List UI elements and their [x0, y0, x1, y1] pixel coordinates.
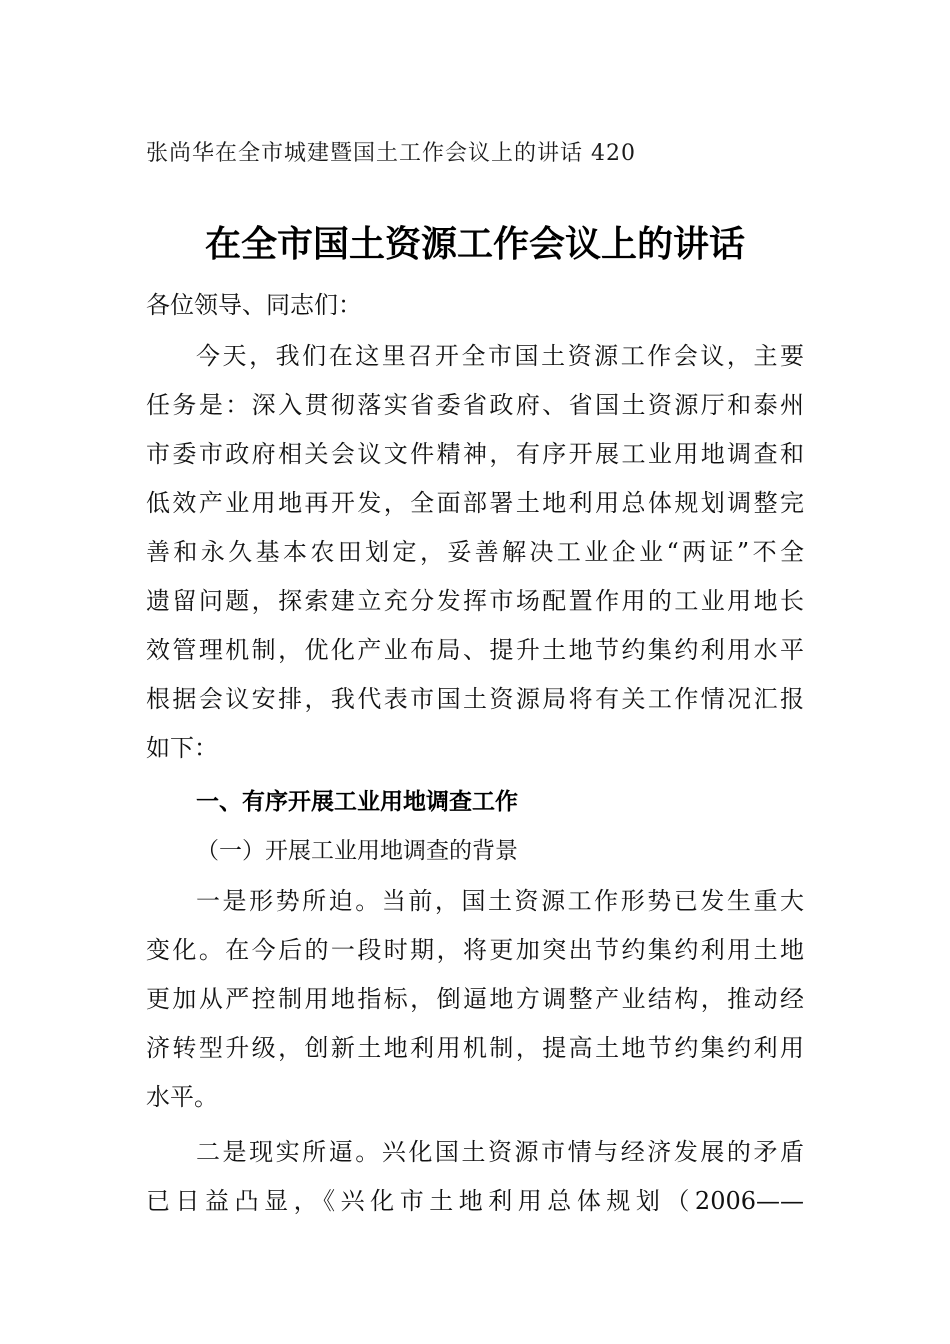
- paragraph-line: 一是形势所迫。当前，国土资源工作形势已发生重大: [196, 887, 804, 915]
- document-header: 张尚华在全市城建暨国土工作会议上的讲话 420: [146, 141, 636, 166]
- paragraph-line: 变化。在今后的一段时期，将更加突出节约集约利用土地: [146, 936, 804, 964]
- paragraph-line: 济转型升级，创新土地利用机制，提高土地节约集约利用: [146, 1034, 804, 1062]
- paragraph-line: 效管理机制，优化产业布局、提升土地节约集约利用水平: [146, 636, 804, 664]
- paragraph-line: 遗留问题，探索建立充分发挥市场配置作用的工业用地长: [146, 587, 804, 615]
- paragraph-line: 善和永久基本农田划定，妥善解决工业企业“两证”不全: [146, 538, 804, 566]
- paragraph-line: 市委市政府相关会议文件精神，有序开展工业用地调查和: [146, 440, 804, 468]
- section-heading: 一、有序开展工业用地调查工作: [196, 789, 518, 815]
- paragraph-line: 任务是：深入贯彻落实省委省政府、省国土资源厅和泰州: [146, 391, 804, 419]
- paragraph-line: 水平。: [146, 1083, 218, 1111]
- paragraph-line: 低效产业用地再开发，全面部署土地利用总体规划调整完: [146, 489, 804, 517]
- paragraph-line: 二是现实所逼。兴化国土资源市情与经济发展的矛盾: [196, 1138, 804, 1166]
- paragraph-line: 根据会议安排，我代表市国土资源局将有关工作情况汇报: [146, 685, 804, 713]
- paragraph-line: 如下：: [146, 734, 218, 762]
- paragraph-line: 今天，我们在这里召开全市国土资源工作会议，主要: [196, 342, 804, 370]
- paragraph-line: 已日益凸显，《兴化市土地利用总体规划（2006——: [146, 1187, 804, 1215]
- document-title: 在全市国土资源工作会议上的讲话: [204, 223, 745, 265]
- salutation: 各位领导、同志们：: [146, 291, 362, 319]
- paragraph-line: 更加从严控制用地指标，倒逼地方调整产业结构，推动经: [146, 985, 804, 1013]
- section-subheading: （一）开展工业用地调查的背景: [196, 838, 518, 864]
